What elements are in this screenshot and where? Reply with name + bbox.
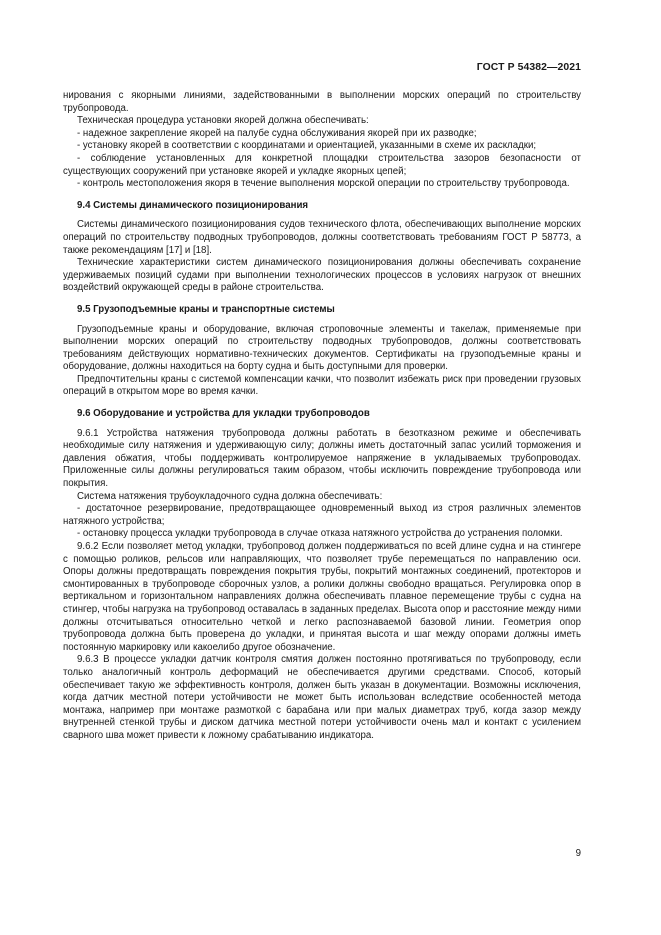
paragraph: 9.6.3 В процессе укладки датчик контроля смятия должен постоянно протягиваться по трубопроводу, если только аналогичный контроль деформаций не обеспечивается другими средствами. Способ, который обеспечивает такую же эффективность контроля, должен быть указан в документации. Возможны исключения, когда датчик местной потери устойчивости не может быть использован вследствие особенностей метода монтажа, например при монтаже размоткой с барабана или при малых диаметрах труб, когда зазор между внутренней стенкой трубы и диском датчика местной потери устойчивости очень мал и контакт с усилением сварного шва может привести к ложному срабатыванию индикатора. [63,654,581,741]
paragraph: Предпочтительны краны с системой компенсации качки, что позволит избежать риск при проведении грузовых операций в открытом море во время качки. [63,373,581,398]
section-heading-9-6: 9.6 Оборудование и устройства для укладки трубопроводов [77,408,370,420]
page-number: 9 [575,848,581,859]
list-item: - контроль местоположения якоря в течение выполнения морской операции по строительству трубопровода. [77,178,570,190]
list-item: - остановку процесса укладки трубопровода в случае отказа натяжного устройства до устранения поломки. [77,528,563,540]
list-item: - соблюдение установленных для конкретной площадки строительства зазоров безопасности от существующих сооружений при установке якорей и укладке якорных цепей; [63,152,581,177]
paragraph: Технические характеристики систем динамического позиционирования должны обеспечивать сохранение удерживаемых позиций судами при выполнении технологических процессов в условиях нагрузок от внешних воздействий окружающей среды в районе строительства. [63,257,581,294]
standard-designation: ГОСТ Р 54382—2021 [476,62,581,73]
page-body [63,90,581,743]
paragraph: 9.6.1 Устройства натяжения трубопровода должны работать в безотказном режиме и обеспечивать необходимые силу натяжения и удерживающую силу; должны иметь достаточный запас усилий торможения и давления обжатия, чтобы поддерживать контролируемое напряжение в укладываемых трубопроводах. Приложенные силы должны регулироваться таким образом, чтобы исключить повреждение трубопровода или покрытия. [63,427,581,490]
list-item: - установку якорей в соответствии с координатами и ориентацией, указанными в схеме их раскладки; [77,140,537,152]
paragraph-procedure-intro: Техническая процедура установки якорей должна обеспечивать: [77,115,369,127]
list-item: - достаточное резервирование, предотвращающее одновременный выход из строя различных элементов натяжного устройства; [63,503,581,527]
paragraph: 9.6.2 Если позволяет метод укладки, трубопровод должен поддерживаться по всей длине судна и на стингере с помощью роликов, рельсов или направляющих, что позволяет трубе перемещаться по направлению оси. Опоры должны предотвращать повреждения покрытия трубы, покрытий монтажных соединений, протекторов и смонтированных в трубопроводе сборочных узлов, а ролики должны свободно вращаться. Регулировка опор в вертикальном и горизонтальном направлениях должна обеспечивать плавное перемещение трубы с судна на стингер, чтобы нагрузка на трубопровод оставалась в заданных пределах. Высота опор и расстояние между ними должны отсчитываться относительно четкой и легко распознаваемой базовой линии. Геометрия опор трубопровода должна быть проверена до укладки, и принятая высота и шаг между опорами должны иметь постоянную маркировку или какоелибо другое обозначение. [63,541,581,653]
list-item: - надежное закрепление якорей на палубе судна обслуживания якорей при их разводке; [77,127,477,139]
section-heading-9-5: 9.5 Грузоподъемные краны и транспортные системы [77,303,335,315]
section-heading-9-4: 9.4 Системы динамического позиционирования [77,199,309,211]
paragraph: Грузоподъемные краны и оборудование, включая строповочные элементы и такелаж, применяемые при выполнении морских операций по строительству подводных трубопроводов, должны соответствовать требованиям действующих нормативно-технических документов. Сертификаты на грузоподъемные краны и оборудование, должны находиться на борту судна и быть доступными для проверки. [63,323,581,373]
paragraph: Системы динамического позиционирования судов технического флота, обеспечивающих выполнение морских операций по строительству подводных трубопроводов, должны соответствовать требованиям ГОСТ Р 58773, а также рекомендациям [17] и [18]. [63,219,581,256]
paragraph: Система натяжения трубоукладочного судна должна обеспечивать: [77,490,383,502]
paragraph-continuation: нирования с якорными линиями, задействованными в выполнении морских операций по строительству трубопровода. [63,90,581,114]
